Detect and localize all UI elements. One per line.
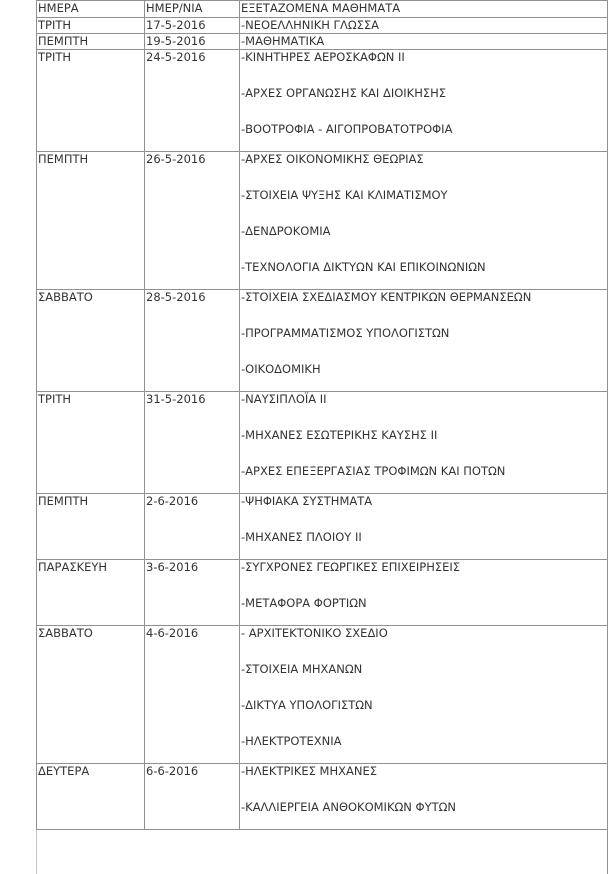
subject-item: -ΣΥΓΧΡΟΝΕΣ ΓΕΩΡΓΙΚΕΣ ΕΠΙΧΕΙΡΗΣΕΙΣ [241,560,461,574]
subject-item: -ΣΤΟΙΧΕΙΑ ΜΗΧΑΝΩΝ [241,662,363,676]
cell-date: 17-5-2016 [145,18,240,34]
cell-subjects [240,560,608,626]
subject-item: -ΝΑΥΣΙΠΛΟΪΑ ΙΙ [241,392,327,406]
header-date: ΗΜΕΡ/ΝΙΑ [145,1,240,18]
cell-date: 31-5-2016 [145,392,240,494]
cell-date: 6-6-2016 [145,764,240,830]
subject-item: -ΤΕΧΝΟΛΟΓΙΑ ΔΙΚΤΥΩΝ ΚΑΙ ΕΠΙΚΟΙΝΩΝΙΩΝ [241,260,486,274]
cell-subjects [240,290,608,392]
subject-item: -ΜΗΧΑΝΕΣ ΕΣΩΤΕΡΙΚΗΣ ΚΑΥΣΗΣ ΙΙ [241,428,438,442]
cell-subjects [240,18,608,34]
subject-item: -ΝΕΟΕΛΛΗΝΙΚΗ ΓΛΩΣΣΑ [241,18,380,32]
table-row [37,764,608,830]
cell-subjects [240,626,608,764]
exam-schedule-body [37,1,608,830]
cell-subjects [240,392,608,494]
subject-item: -ΗΛΕΚΤΡΟΤΕΧΝΙΑ [241,734,342,748]
cell-subjects [240,152,608,290]
subject-item: -ΒΟΟΤΡΟΦΙΑ - ΑΙΓΟΠΡΟΒΑΤΟΤΡΟΦΙΑ [241,122,453,136]
header-row [37,1,608,18]
cell-day: ΤΡΙΤΗ [37,18,145,34]
table-row [37,560,608,626]
left-margin-gutter [0,0,37,874]
header-day: ΗΜΕΡΑ [37,1,145,18]
subject-item: -ΗΛΕΚΤΡΙΚΕΣ ΜΗΧΑΝΕΣ [241,764,378,778]
subject-item: -ΠΡΟΓΡΑΜΜΑΤΙΣΜΟΣ ΥΠΟΛΟΓΙΣΤΩΝ [241,326,450,340]
cell-day: ΤΡΙΤΗ [37,50,145,152]
subject-item: -ΜΕΤΑΦΟΡΑ ΦΟΡΤΙΩΝ [241,596,367,610]
subject-item: -ΑΡΧΕΣ ΟΡΓΑΝΩΣΗΣ ΚΑΙ ΔΙΟΙΚΗΣΗΣ [241,86,447,100]
cell-date: 19-5-2016 [145,34,240,50]
subject-item: -ΣΤΟΙΧΕΙΑ ΨΥΞΗΣ ΚΑΙ ΚΛΙΜΑΤΙΣΜΟΥ [241,188,448,202]
cell-date: 28-5-2016 [145,290,240,392]
table-row [37,18,608,34]
table-row [37,392,608,494]
cell-subjects [240,50,608,152]
subject-item: -ΑΡΧΕΣ ΕΠΕΞΕΡΓΑΣΙΑΣ ΤΡΟΦΙΜΩΝ ΚΑΙ ΠΟΤΩΝ [241,464,506,478]
subject-item: -ΚΙΝΗΤΗΡΕΣ ΑΕΡΟΣΚΑΦΩΝ ΙΙ [241,50,405,64]
cell-date: 4-6-2016 [145,626,240,764]
cell-date: 26-5-2016 [145,152,240,290]
cell-day: ΤΡΙΤΗ [37,392,145,494]
cell-day: ΠΕΜΠΤΗ [37,152,145,290]
subject-item: -ΜΗΧΑΝΕΣ ΠΛΟΙΟΥ ΙΙ [241,530,362,544]
table-row [37,494,608,560]
cell-date: 3-6-2016 [145,560,240,626]
cell-subjects [240,494,608,560]
cell-day: ΠΑΡΑΣΚΕΥΗ [37,560,145,626]
subject-item: -ΟΙΚΟΔΟΜΙΚΗ [241,362,321,376]
table-row [37,290,608,392]
subject-item: -ΨΗΦΙΑΚΑ ΣΥΣΤΗΜΑΤΑ [241,494,373,508]
cell-day: ΣΑΒΒΑΤΟ [37,290,145,392]
subject-item: -ΔΕΝΔΡΟΚΟΜΙΑ [241,224,331,238]
table-row [37,34,608,50]
exam-schedule-table [36,0,608,830]
header-subjects: ΕΞΕΤΑΖΟΜΕΝΑ ΜΑΘΗΜΑΤΑ [240,1,608,18]
cell-day: ΔΕΥΤΕΡΑ [37,764,145,830]
table-row [37,50,608,152]
subject-item: -ΣΤΟΙΧΕΙΑ ΣΧΕΔΙΑΣΜΟΥ ΚΕΝΤΡΙΚΩΝ ΘΕΡΜΑΝΣΕΩΝ [241,290,532,304]
cell-subjects [240,764,608,830]
subject-item: -ΜΑΘΗΜΑΤΙΚΑ [241,34,325,48]
cell-day: ΠΕΜΠΤΗ [37,34,145,50]
cell-subjects [240,34,608,50]
cell-date: 24-5-2016 [145,50,240,152]
subject-item: -ΔΙΚΤΥΑ ΥΠΟΛΟΓΙΣΤΩΝ [241,698,373,712]
cell-day: ΣΑΒΒΑΤΟ [37,626,145,764]
table-row [37,626,608,764]
table-row [37,152,608,290]
subject-item: - ΑΡΧΙΤΕΚΤΟΝΙΚΟ ΣΧΕΔΙΟ [241,626,388,640]
subject-item: -ΑΡΧΕΣ ΟΙΚΟΝΟΜΙΚΗΣ ΘΕΩΡΙΑΣ [241,152,424,166]
cell-day: ΠΕΜΠΤΗ [37,494,145,560]
cell-date: 2-6-2016 [145,494,240,560]
subject-item: -ΚΑΛΛΙΕΡΓΕΙΑ ΑΝΘΟΚΟΜΙΚΩΝ ΦΥΤΩΝ [241,800,457,814]
